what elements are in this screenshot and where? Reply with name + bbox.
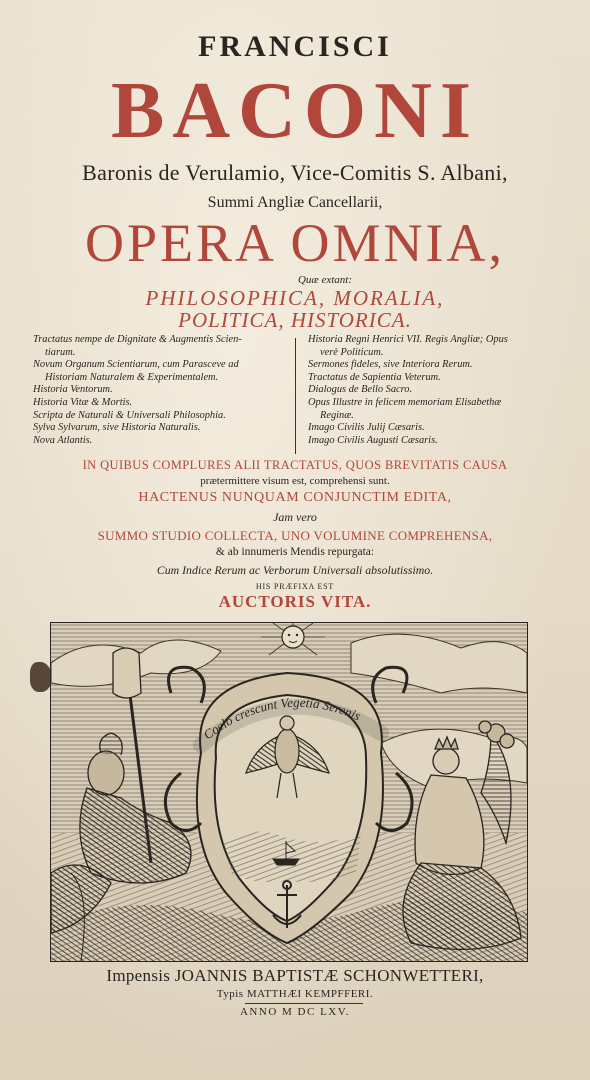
author-titles-line-1: Baronis de Verulamio, Vice-Comitis S. Albani, [82, 160, 508, 185]
contents-entry: verè Politicum. [320, 346, 384, 358]
praetermittere-line: prætermittere visum est, comprehensi sunt. [200, 475, 390, 487]
contents-entry: Scripta de Naturali & Universali Philosophia. [33, 409, 226, 421]
his-praefixa-line: HIS PRÆFIXA EST [255, 582, 335, 591]
contents-entry: Imago Civilis Julij Cæsaris. [308, 422, 425, 434]
auctoris-vita-line: AUCTORIS VITA. [218, 592, 372, 611]
ink-stain [30, 662, 52, 692]
engraved-vignette [50, 622, 528, 962]
imprint-printer: Typis MATTHÆI KEMPFFERI. [216, 988, 374, 1000]
contents-entry: Historia Regni Henrici VII. Regis Angliæ; Opus [308, 334, 508, 345]
publication-year: ANNO M DC LXV. [239, 1006, 351, 1018]
contents-entry: Tractatus de Sapientia Veterum. [308, 371, 441, 383]
contents-right-column [300, 334, 548, 447]
contents-entry: Sermones fideles, sive Interiora Rerum. [308, 359, 473, 371]
ab-innumeris-line: & ab innumeris Mendis repurgata: [215, 546, 375, 558]
author-titles-line-2: Summi Angliæ Cancellarii, [207, 194, 383, 211]
cartouche-motto: Coelo crescunt Vegetia Serenis [200, 694, 364, 743]
work-title: OPERA OMNIA, [84, 213, 506, 273]
summo-studio-line: SUMMO STUDIO COLLECTA, UNO VOLUMINE COMPREHENSA, [97, 528, 493, 543]
contents-entry: tiarum. [45, 346, 76, 358]
contents-entry: Nova Atlantis. [33, 434, 93, 446]
contents-entry: Novum Organum Scientiarum, cum Parasceve ad [33, 359, 239, 371]
column-divider [295, 338, 296, 454]
cum-indice-line: Cum Indice Rerum ac Verborum Universali absolutissimo. [156, 563, 434, 577]
contents-entry: Reginæ. [320, 409, 354, 421]
author-first-name: FRANCISCI [198, 30, 392, 63]
subjects-line-2: POLITICA, HISTORICA. [178, 308, 412, 332]
contents-entry: Historiam Naturalem & Experimentalem. [45, 371, 219, 383]
subjects-line-1: PHILOSOPHICA, MORALIA, [145, 286, 445, 310]
contents-entry: Opus Illustre in felicem memoriam Elisabethæ [308, 396, 502, 408]
in-quibus-line: IN QUIBUS COMPLURES ALII TRACTATUS, QUOS BREVITATIS CAUSA [82, 458, 508, 472]
contents-entry: Imago Civilis Augusti Cæsaris. [308, 434, 438, 446]
hactenus-line: HACTENUS NUNQUAM CONJUNCTIM EDITA, [138, 490, 452, 505]
contents-left-column [33, 334, 285, 447]
author-last-name: BACONI [110, 67, 480, 155]
contents-entry: Dialogus de Bello Sacro. [308, 384, 413, 396]
contents-entry: Historia Vitæ & Mortis. [33, 396, 133, 408]
contents-entry: Historia Ventorum. [33, 384, 113, 396]
year-rule [245, 1003, 363, 1004]
jam-vero-line: Jam vero [273, 510, 317, 524]
qua-extant: Quæ extant: [297, 274, 353, 286]
contents-entry: Sylva Sylvarum, sive Historia Naturalis. [33, 422, 201, 434]
imprint-publisher: Impensis JOANNIS BAPTISTÆ SCHONWETTERI, [106, 966, 484, 985]
contents-entry: Tractatus nempe de Dignitate & Augmentis Scien- [33, 334, 242, 345]
